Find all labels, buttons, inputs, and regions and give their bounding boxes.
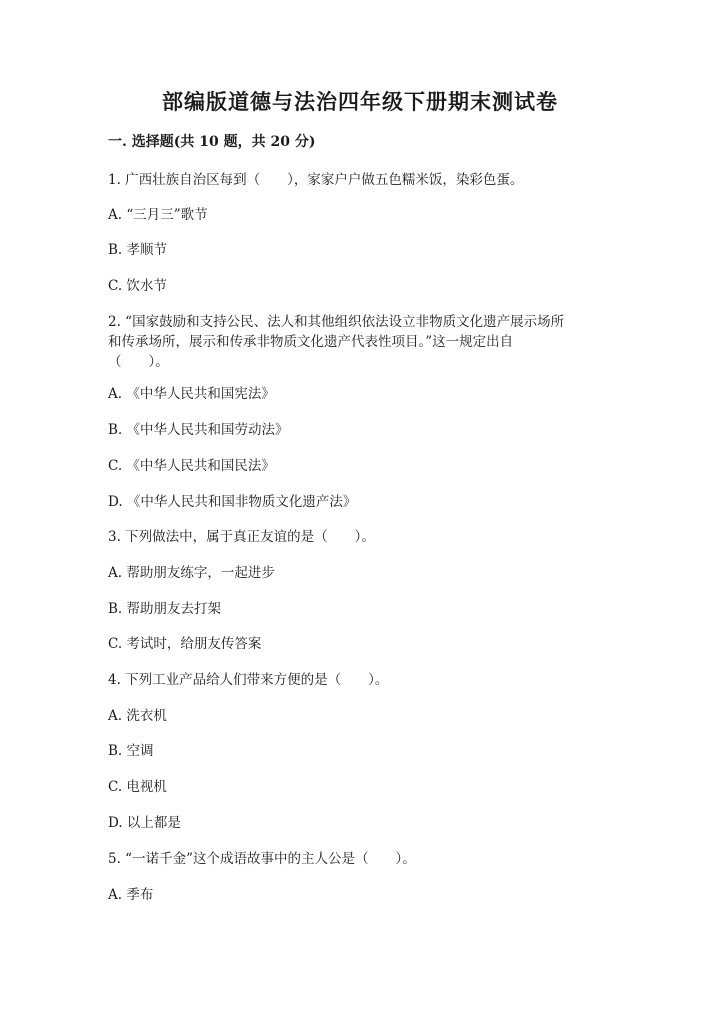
question-1-option-c: C. 饮水节 bbox=[108, 278, 167, 294]
section-heading: 一. 选择题(共 10 题，共 20 分) bbox=[108, 134, 316, 150]
question-2-option-b: B. 《中华人民共和国劳动法》 bbox=[108, 422, 289, 438]
question-2-stem-line-1: 2. “国家鼓励和支持公民、法人和其他组织依法设立非物质文化遗产展示场所 bbox=[108, 314, 565, 330]
question-3-option-b: B. 帮助朋友去打架 bbox=[108, 601, 222, 617]
question-4-option-d: D. 以上都是 bbox=[108, 815, 181, 831]
question-4-option-c: C. 电视机 bbox=[108, 779, 167, 795]
question-2-option-d: D. 《中华人民共和国非物质文化遗产法》 bbox=[108, 494, 357, 510]
question-1-option-b: B. 孝顺节 bbox=[108, 242, 168, 258]
question-2-stem-line-2: 和传承场所，展示和传承非物质文化遗产代表性项目。”这一规定出自 bbox=[108, 334, 514, 350]
question-3-option-a: A. 帮助朋友练字，一起进步 bbox=[108, 565, 275, 581]
question-2-stem bbox=[108, 312, 628, 372]
question-2-stem-line-3: （ ）。 bbox=[108, 354, 169, 370]
question-1-option-a: A. “三月三”歌节 bbox=[108, 207, 208, 223]
question-4-option-b: B. 空调 bbox=[108, 743, 154, 759]
question-3-option-c: C. 考试时，给朋友传答案 bbox=[108, 636, 262, 652]
document-title: 部编版道德与法治四年级下册期末测试卷 bbox=[162, 89, 558, 114]
question-4-stem: 4. 下列工业产品给人们带来方便的是（ ）。 bbox=[108, 672, 389, 688]
question-3-stem: 3. 下列做法中，属于真正友谊的是（ ）。 bbox=[108, 529, 375, 545]
question-5-stem: 5. “一诺千金”这个成语故事中的主人公是（ ）。 bbox=[108, 851, 416, 867]
question-5-option-a: A. 季布 bbox=[108, 887, 154, 903]
question-1-stem: 1. 广西壮族自治区每到（ ），家家户户做五色糯米饭，染彩色蛋。 bbox=[108, 172, 524, 188]
question-4-option-a: A. 洗衣机 bbox=[108, 708, 167, 724]
question-2-option-c: C. 《中华人民共和国民法》 bbox=[108, 458, 275, 474]
question-2-option-a: A. 《中华人民共和国宪法》 bbox=[108, 386, 275, 402]
